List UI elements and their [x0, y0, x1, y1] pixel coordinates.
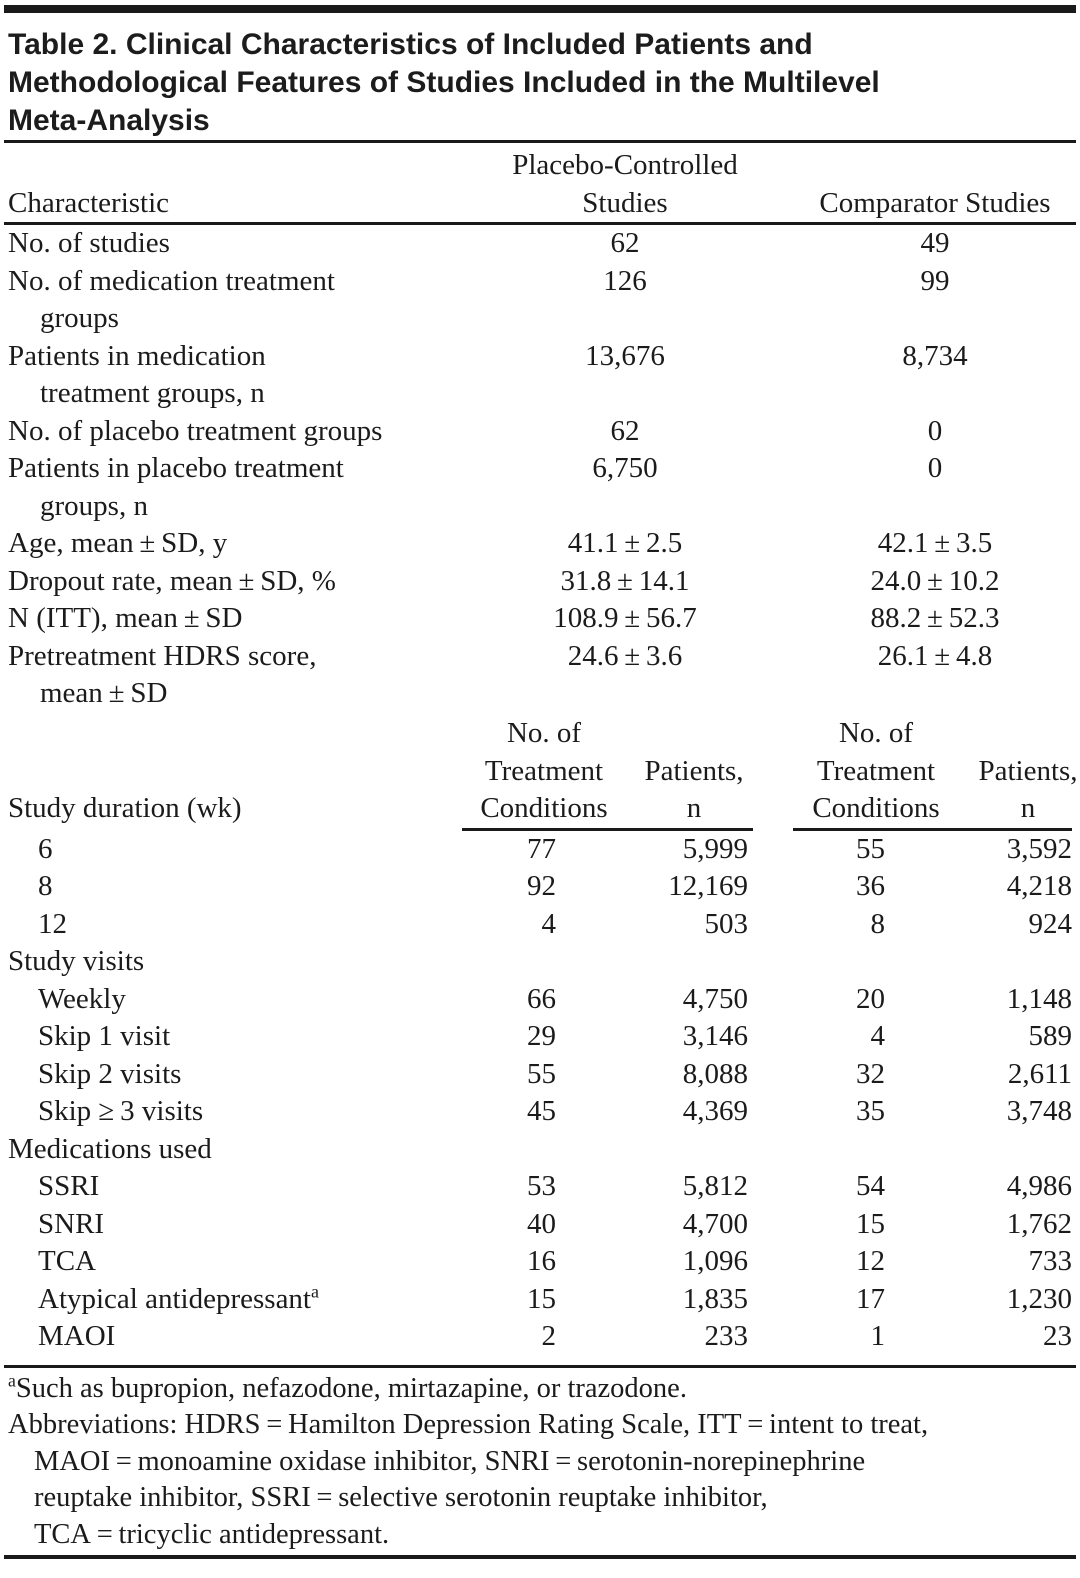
table-title — [8, 26, 1072, 140]
placebo-value: 41.1 ± 2.5 — [567, 527, 683, 559]
subsection-header-row — [0, 716, 1080, 831]
placebo-patients-value: 5,812 — [682, 1170, 748, 1202]
table-group-row-medications-used — [0, 1131, 1080, 1169]
placebo-header-line-2: Studies — [582, 186, 668, 219]
placebo-patients-value: 233 — [704, 1320, 748, 1352]
row-label: Atypical antidepressant — [38, 1282, 311, 1315]
placebo-value: 62 — [610, 227, 640, 259]
placebo-patients-value: 503 — [704, 907, 748, 940]
abbreviations-line-3: reuptake inhibitor, SSRI = selective serotonin reuptake inhibitor, — [34, 1482, 768, 1514]
header-line: n — [686, 792, 702, 824]
footnote-divider-rule — [4, 1365, 1076, 1368]
placebo-conditions-value: 2 — [541, 1320, 556, 1352]
comparator-patients-value: 3,592 — [1006, 832, 1072, 865]
comparator-conditions-value: 8 — [870, 907, 885, 940]
row-label: No. of medication treatment — [8, 264, 335, 297]
table-bottom-rule — [4, 1555, 1076, 1559]
comparator-value: 88.2 ± 52.3 — [870, 602, 1000, 634]
abbreviations-line-2: MAOI = monoamine oxidase inhibitor, SNRI = serotonin-norepinephrine — [34, 1445, 866, 1477]
placebo-conditions-value: 15 — [527, 1282, 556, 1315]
row-label-continuation: groups, n — [40, 489, 148, 522]
table-top-rule — [4, 5, 1076, 13]
table-header-row — [0, 147, 1080, 222]
row-label: Pretreatment HDRS score, — [8, 639, 317, 672]
table-row-patients-medication-groups — [0, 338, 1080, 413]
row-label: 12 — [38, 907, 67, 940]
table-row-weekly — [0, 981, 1080, 1019]
table-title-line-2: Methodological Features of Studies Included in the Multilevel — [8, 66, 880, 99]
comparator-patients-value: 589 — [1028, 1020, 1072, 1052]
comparator-value: 24.0 ± 10.2 — [870, 564, 1000, 597]
row-label-continuation: mean ± SD — [40, 677, 168, 709]
row-label-continuation: groups — [40, 302, 119, 334]
table-row-duration-6wk — [0, 831, 1080, 869]
row-label: SNRI — [38, 1207, 105, 1240]
placebo-patients-value: 4,369 — [682, 1095, 748, 1127]
table-row-skip-1-visit — [0, 1018, 1080, 1056]
column-header-characteristic: Characteristic — [8, 186, 170, 219]
table-row-pretreatment-hdrs — [0, 638, 1080, 713]
placebo-conditions-value: 53 — [527, 1170, 556, 1202]
table-row-skip-2-visits — [0, 1056, 1080, 1094]
row-label: Age, mean ± SD, y — [8, 527, 228, 559]
comparator-group-underline-rule — [793, 828, 1072, 831]
header-line: Treatment — [484, 754, 604, 787]
placebo-conditions-value: 92 — [527, 870, 556, 902]
table-row-patients-placebo-groups — [0, 450, 1080, 525]
placebo-value: 24.6 ± 3.6 — [567, 639, 683, 672]
comparator-patients-value: 1,148 — [1006, 982, 1072, 1015]
placebo-patients-value: 8,088 — [682, 1057, 748, 1090]
placebo-conditions-value: 66 — [527, 982, 556, 1015]
placebo-patients-value: 5,999 — [682, 832, 748, 865]
comparator-conditions-value: 20 — [856, 982, 885, 1015]
placebo-group-underline-rule — [462, 828, 753, 831]
table-row-tca — [0, 1243, 1080, 1281]
title-divider-rule — [4, 140, 1076, 143]
column-header-comparator-studies: Comparator Studies — [819, 186, 1051, 219]
header-line: Patients, — [978, 754, 1078, 787]
comparator-patients-value: 4,218 — [1006, 870, 1072, 902]
placebo-conditions-value: 55 — [527, 1057, 556, 1090]
row-label: Patients in medication — [8, 339, 266, 372]
comparator-conditions-value: 1 — [870, 1320, 885, 1352]
table-footnotes — [8, 1371, 1072, 1554]
comparator-value: 49 — [920, 227, 950, 259]
comparator-conditions-value: 54 — [856, 1170, 885, 1202]
footnote-marker: a — [8, 1370, 16, 1390]
row-label: N (ITT), mean ± SD — [8, 602, 243, 634]
comparator-value: 8,734 — [902, 339, 968, 372]
table-row-medication-treatment-groups — [0, 263, 1080, 338]
footnote-marker: a — [311, 1280, 319, 1301]
row-label: 6 — [38, 832, 53, 865]
table-row-n-itt — [0, 600, 1080, 638]
table-row-ssri — [0, 1168, 1080, 1206]
placebo-patients-value: 12,169 — [668, 870, 748, 902]
comparator-value: 99 — [920, 264, 950, 297]
placebo-value: 13,676 — [585, 339, 665, 372]
header-line: Patients, — [644, 754, 744, 787]
placebo-value: 126 — [603, 264, 647, 297]
table-row-dropout-rate — [0, 563, 1080, 601]
comparator-patients-value: 23 — [1043, 1320, 1072, 1352]
row-label: TCA — [38, 1245, 96, 1277]
comparator-conditions-value: 35 — [856, 1095, 885, 1127]
placebo-value: 31.8 ± 14.1 — [560, 564, 690, 597]
column-header-patients-comparator — [978, 753, 1077, 828]
group-header-label: Study visits — [8, 945, 145, 977]
comparator-value: 42.1 ± 3.5 — [877, 527, 993, 559]
row-label: No. of studies — [8, 227, 170, 259]
placebo-value: 6,750 — [592, 452, 658, 484]
comparator-patients-value: 4,986 — [1006, 1170, 1072, 1202]
row-label: Skip 1 visit — [38, 1020, 171, 1052]
row-label: Dropout rate, mean ± SD, % — [8, 564, 336, 597]
column-header-treatment-conditions-placebo — [480, 715, 607, 828]
row-label: No. of placebo treatment groups — [8, 414, 383, 447]
placebo-conditions-value: 45 — [527, 1095, 556, 1127]
header-line: No. of — [506, 717, 582, 749]
row-label: 8 — [38, 870, 53, 902]
abbreviations-line-4: TCA = tricyclic antidepressant. — [34, 1518, 390, 1550]
comparator-patients-value: 733 — [1028, 1245, 1072, 1277]
header-line: Conditions — [480, 792, 608, 824]
row-label: Weekly — [38, 982, 126, 1015]
placebo-conditions-value: 29 — [527, 1020, 556, 1052]
comparator-conditions-value: 36 — [856, 870, 885, 902]
comparator-conditions-value: 17 — [856, 1282, 885, 1315]
comparator-patients-value: 2,611 — [1007, 1057, 1072, 1090]
comparator-conditions-value: 32 — [856, 1057, 885, 1090]
comparator-value: 0 — [927, 452, 943, 484]
table-group-row-study-visits — [0, 943, 1080, 981]
comparator-conditions-value: 12 — [856, 1245, 885, 1277]
comparator-patients-value: 924 — [1028, 907, 1072, 940]
table-row-age — [0, 525, 1080, 563]
table-row-snri — [0, 1206, 1080, 1244]
table-row-no-of-studies — [0, 225, 1080, 263]
row-label: Skip ≥ 3 visits — [38, 1095, 204, 1127]
comparator-conditions-value: 15 — [856, 1207, 885, 1240]
placebo-value: 62 — [610, 414, 640, 447]
placebo-patients-value: 4,700 — [682, 1207, 748, 1240]
comparator-value: 26.1 ± 4.8 — [877, 639, 993, 672]
placebo-patients-value: 4,750 — [682, 982, 748, 1015]
group-header-label: Medications used — [8, 1132, 212, 1165]
comparator-patients-value: 1,230 — [1006, 1282, 1072, 1315]
header-line: No. of — [838, 717, 914, 749]
table-row-maoi — [0, 1318, 1080, 1356]
table-row-duration-8wk — [0, 868, 1080, 906]
table-row-duration-12wk — [0, 906, 1080, 944]
column-header-treatment-conditions-comparator — [812, 715, 939, 828]
table-title-line-3: Meta-Analysis — [8, 104, 210, 137]
row-label-continuation: treatment groups, n — [40, 377, 265, 409]
header-line: Treatment — [816, 754, 936, 787]
row-label: MAOI — [38, 1320, 116, 1352]
placebo-conditions-value: 4 — [541, 907, 556, 940]
header-line: Conditions — [812, 792, 940, 824]
placebo-patients-value: 3,146 — [682, 1020, 748, 1052]
comparator-patients-value: 1,762 — [1006, 1207, 1072, 1240]
placebo-value: 108.9 ± 56.7 — [553, 602, 697, 634]
row-label: Patients in placebo treatment — [8, 452, 344, 484]
placebo-conditions-value: 77 — [527, 832, 556, 865]
column-header-placebo-controlled-studies — [460, 147, 790, 222]
table-title-line-1: Table 2. Clinical Characteristics of Included Patients and — [8, 28, 813, 61]
abbreviations-line-1: Abbreviations: HDRS = Hamilton Depression Rating Scale, ITT = intent to treat, — [8, 1409, 929, 1441]
placebo-patients-value: 1,096 — [682, 1245, 748, 1277]
comparator-value: 0 — [927, 414, 943, 447]
row-label: Skip 2 visits — [38, 1057, 182, 1090]
column-header-patients-placebo — [644, 753, 743, 828]
placebo-header-line-1: Placebo-Controlled — [512, 149, 738, 181]
table-row-placebo-treatment-groups — [0, 413, 1080, 451]
header-line: n — [1020, 792, 1036, 824]
placebo-patients-value: 1,835 — [682, 1282, 748, 1315]
row-label: SSRI — [38, 1170, 100, 1202]
clinical-characteristics-section — [0, 225, 1080, 713]
comparator-patients-value: 3,748 — [1006, 1095, 1072, 1127]
study-details-section — [0, 831, 1080, 1356]
comparator-conditions-value: 4 — [870, 1020, 885, 1052]
table-row-atypical-antidepressant — [0, 1281, 1080, 1319]
placebo-conditions-value: 40 — [527, 1207, 556, 1240]
comparator-conditions-value: 55 — [856, 832, 885, 865]
study-duration-row-label: Study duration (wk) — [8, 792, 242, 824]
placebo-conditions-value: 16 — [527, 1245, 556, 1277]
table-row-skip-3-or-more-visits — [0, 1093, 1080, 1131]
footnote-a-text: Such as bupropion, nefazodone, mirtazapine, or trazodone. — [15, 1372, 687, 1404]
footnote-a — [8, 1371, 1072, 1408]
